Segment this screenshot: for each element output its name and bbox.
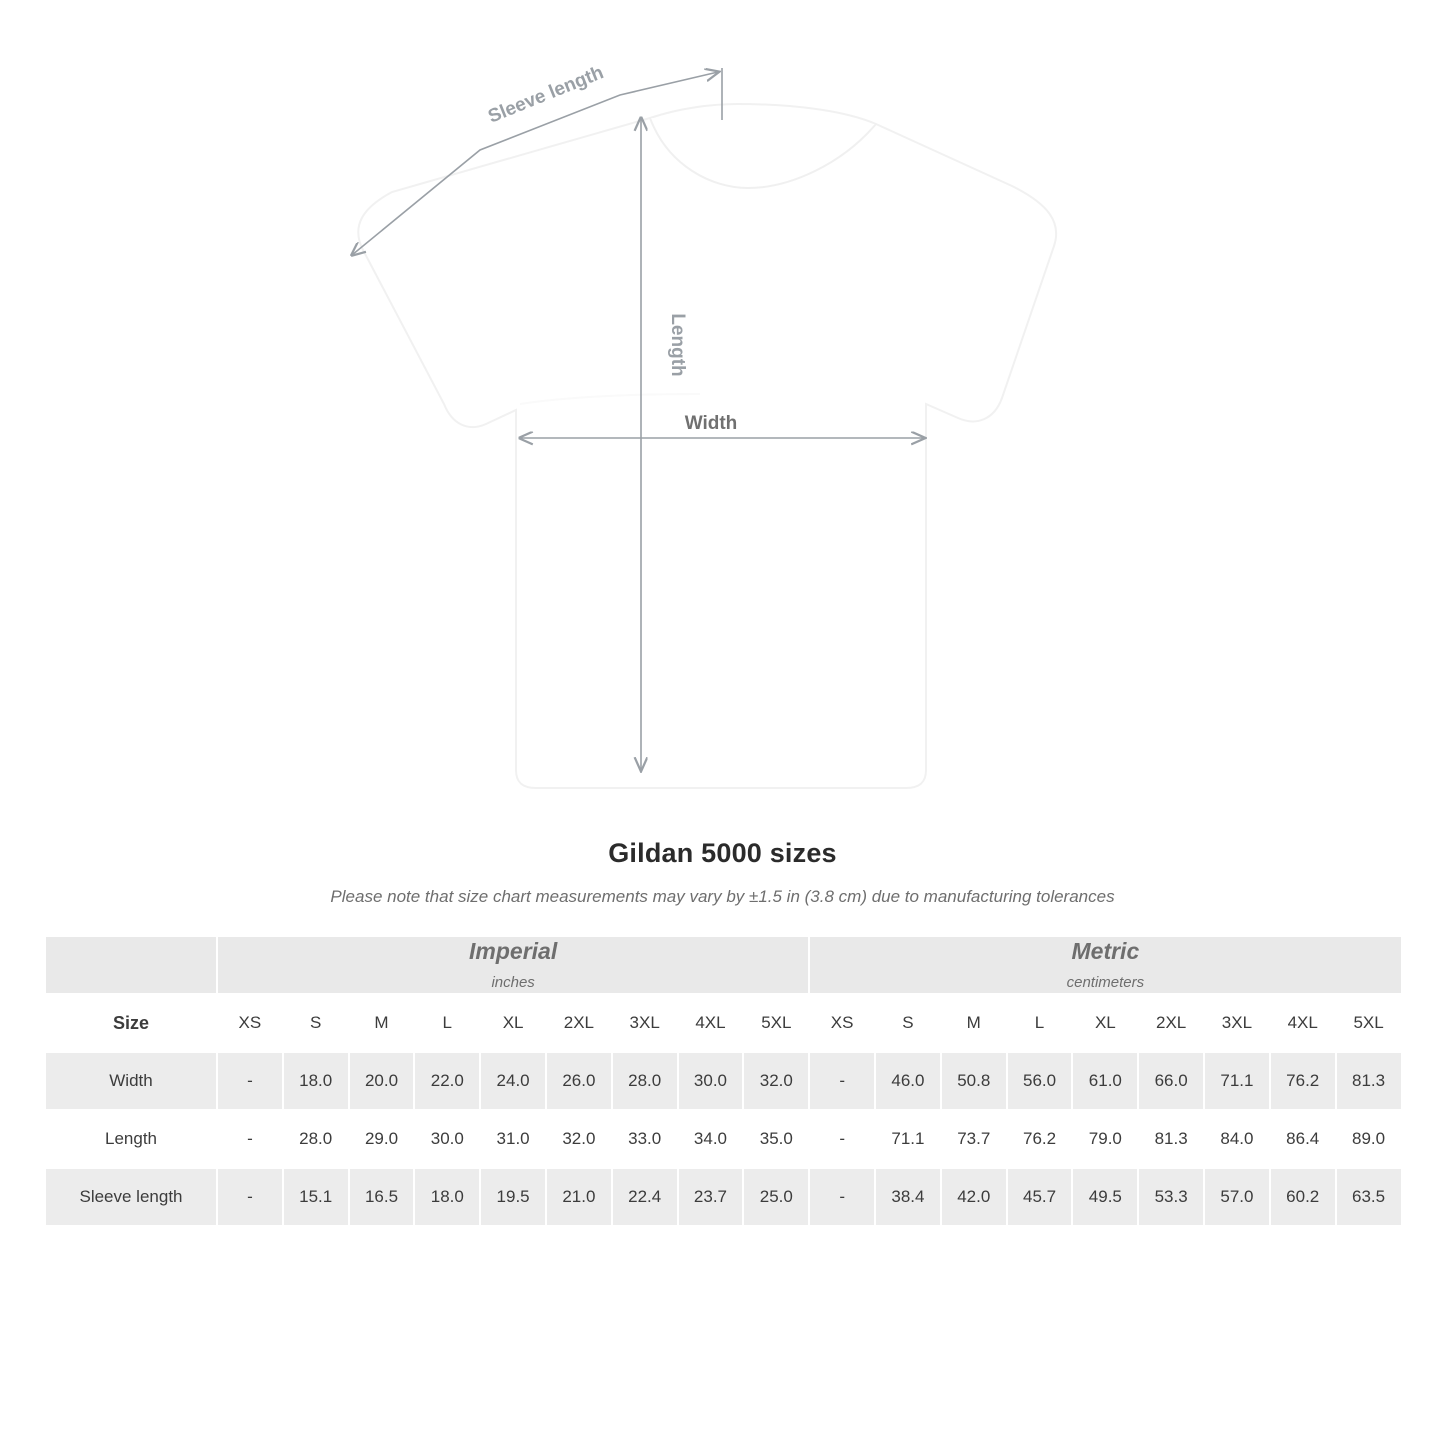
- size-header-cell: XS: [217, 994, 283, 1052]
- table-cell: 35.0: [743, 1110, 809, 1168]
- table-cell: 30.0: [678, 1052, 744, 1110]
- size-header-cell: 3XL: [1204, 994, 1270, 1052]
- table-cell: 29.0: [349, 1110, 415, 1168]
- table-cell: 18.0: [283, 1052, 349, 1110]
- table-cell: 28.0: [283, 1110, 349, 1168]
- table-cell: 63.5: [1336, 1168, 1402, 1226]
- size-table-wrapper: [44, 935, 1401, 1227]
- size-header-cell: 5XL: [743, 994, 809, 1052]
- table-cell: 79.0: [1072, 1110, 1138, 1168]
- table-cell: 76.2: [1007, 1110, 1073, 1168]
- table-cell: -: [217, 1168, 283, 1226]
- table-cell: 57.0: [1204, 1168, 1270, 1226]
- table-cell: -: [217, 1110, 283, 1168]
- title-block: [0, 838, 1445, 907]
- table-cell: 50.8: [941, 1052, 1007, 1110]
- table-cell: 81.3: [1336, 1052, 1402, 1110]
- table-cell: 42.0: [941, 1168, 1007, 1226]
- table-cell: 45.7: [1007, 1168, 1073, 1226]
- size-header-cell: 2XL: [546, 994, 612, 1052]
- size-header-cell: S: [283, 994, 349, 1052]
- table-cell: 66.0: [1138, 1052, 1204, 1110]
- size-header-cell: 4XL: [678, 994, 744, 1052]
- table-cell: 71.1: [1204, 1052, 1270, 1110]
- table-cell: 53.3: [1138, 1168, 1204, 1226]
- table-cell: 31.0: [480, 1110, 546, 1168]
- size-header-cell: 2XL: [1138, 994, 1204, 1052]
- table-cell: 71.1: [875, 1110, 941, 1168]
- size-header-cell: S: [875, 994, 941, 1052]
- page-title: Gildan 5000 sizes: [608, 838, 837, 868]
- size-header-cell: XL: [1072, 994, 1138, 1052]
- table-cell: 33.0: [612, 1110, 678, 1168]
- size-table: [44, 935, 1403, 1227]
- table-cell: 61.0: [1072, 1052, 1138, 1110]
- unit-sub-imperial: inches: [491, 973, 535, 991]
- size-header-cell: L: [1007, 994, 1073, 1052]
- table-cell: 19.5: [480, 1168, 546, 1226]
- unit-sub-metric: centimeters: [1066, 973, 1145, 991]
- size-header-cell: 5XL: [1336, 994, 1402, 1052]
- size-label-cell: Size: [45, 994, 217, 1052]
- table-cell: 23.7: [678, 1168, 744, 1226]
- row-label: Sleeve length: [45, 1168, 217, 1226]
- table-cell: 18.0: [414, 1168, 480, 1226]
- table-cell: 16.5: [349, 1168, 415, 1226]
- length-label: Length: [667, 313, 688, 377]
- unit-header-imperial: [217, 936, 809, 994]
- sleeve-length-label: Sleeve length: [485, 62, 607, 128]
- unit-header-metric: [809, 936, 1401, 994]
- unit-header-spacer: [45, 936, 217, 994]
- unit-name-metric: Metric: [1071, 938, 1140, 965]
- size-header-cell: XS: [809, 994, 875, 1052]
- tshirt-illustration: [358, 104, 1056, 788]
- table-cell: 32.0: [743, 1052, 809, 1110]
- table-cell: 38.4: [875, 1168, 941, 1226]
- table-cell: 56.0: [1007, 1052, 1073, 1110]
- width-label: Width: [684, 413, 738, 434]
- table-cell: 28.0: [612, 1052, 678, 1110]
- table-cell: 73.7: [941, 1110, 1007, 1168]
- size-header-cell: M: [941, 994, 1007, 1052]
- table-cell: -: [809, 1052, 875, 1110]
- table-cell: 34.0: [678, 1110, 744, 1168]
- table-cell: 76.2: [1270, 1052, 1336, 1110]
- table-cell: 81.3: [1138, 1110, 1204, 1168]
- table-cell: -: [809, 1110, 875, 1168]
- table-cell: 21.0: [546, 1168, 612, 1226]
- table-cell: 89.0: [1336, 1110, 1402, 1168]
- table-cell: 49.5: [1072, 1168, 1138, 1226]
- table-cell: -: [217, 1052, 283, 1110]
- table-row: [45, 1110, 1402, 1168]
- size-header-cell: M: [349, 994, 415, 1052]
- row-label: Length: [45, 1110, 217, 1168]
- table-cell: -: [809, 1168, 875, 1226]
- size-header-cell: 3XL: [612, 994, 678, 1052]
- table-cell: 22.4: [612, 1168, 678, 1226]
- table-row: [45, 1052, 1402, 1110]
- table-cell: 86.4: [1270, 1110, 1336, 1168]
- tolerance-note: Please note that size chart measurements may vary by ±1.5 in (3.8 cm) due to manufacturing tolerances: [330, 887, 1115, 906]
- unit-name-imperial: Imperial: [469, 938, 558, 965]
- size-header-row: [45, 994, 1402, 1052]
- table-cell: 46.0: [875, 1052, 941, 1110]
- table-cell: 30.0: [414, 1110, 480, 1168]
- table-cell: 26.0: [546, 1052, 612, 1110]
- table-cell: 22.0: [414, 1052, 480, 1110]
- table-cell: 20.0: [349, 1052, 415, 1110]
- table-cell: 24.0: [480, 1052, 546, 1110]
- table-cell: 25.0: [743, 1168, 809, 1226]
- unit-header-row: [45, 936, 1402, 994]
- table-cell: 60.2: [1270, 1168, 1336, 1226]
- size-header-cell: XL: [480, 994, 546, 1052]
- table-cell: 15.1: [283, 1168, 349, 1226]
- table-cell: 84.0: [1204, 1110, 1270, 1168]
- row-label: Width: [45, 1052, 217, 1110]
- size-header-cell: 4XL: [1270, 994, 1336, 1052]
- table-cell: 32.0: [546, 1110, 612, 1168]
- size-header-cell: L: [414, 994, 480, 1052]
- table-row: [45, 1168, 1402, 1226]
